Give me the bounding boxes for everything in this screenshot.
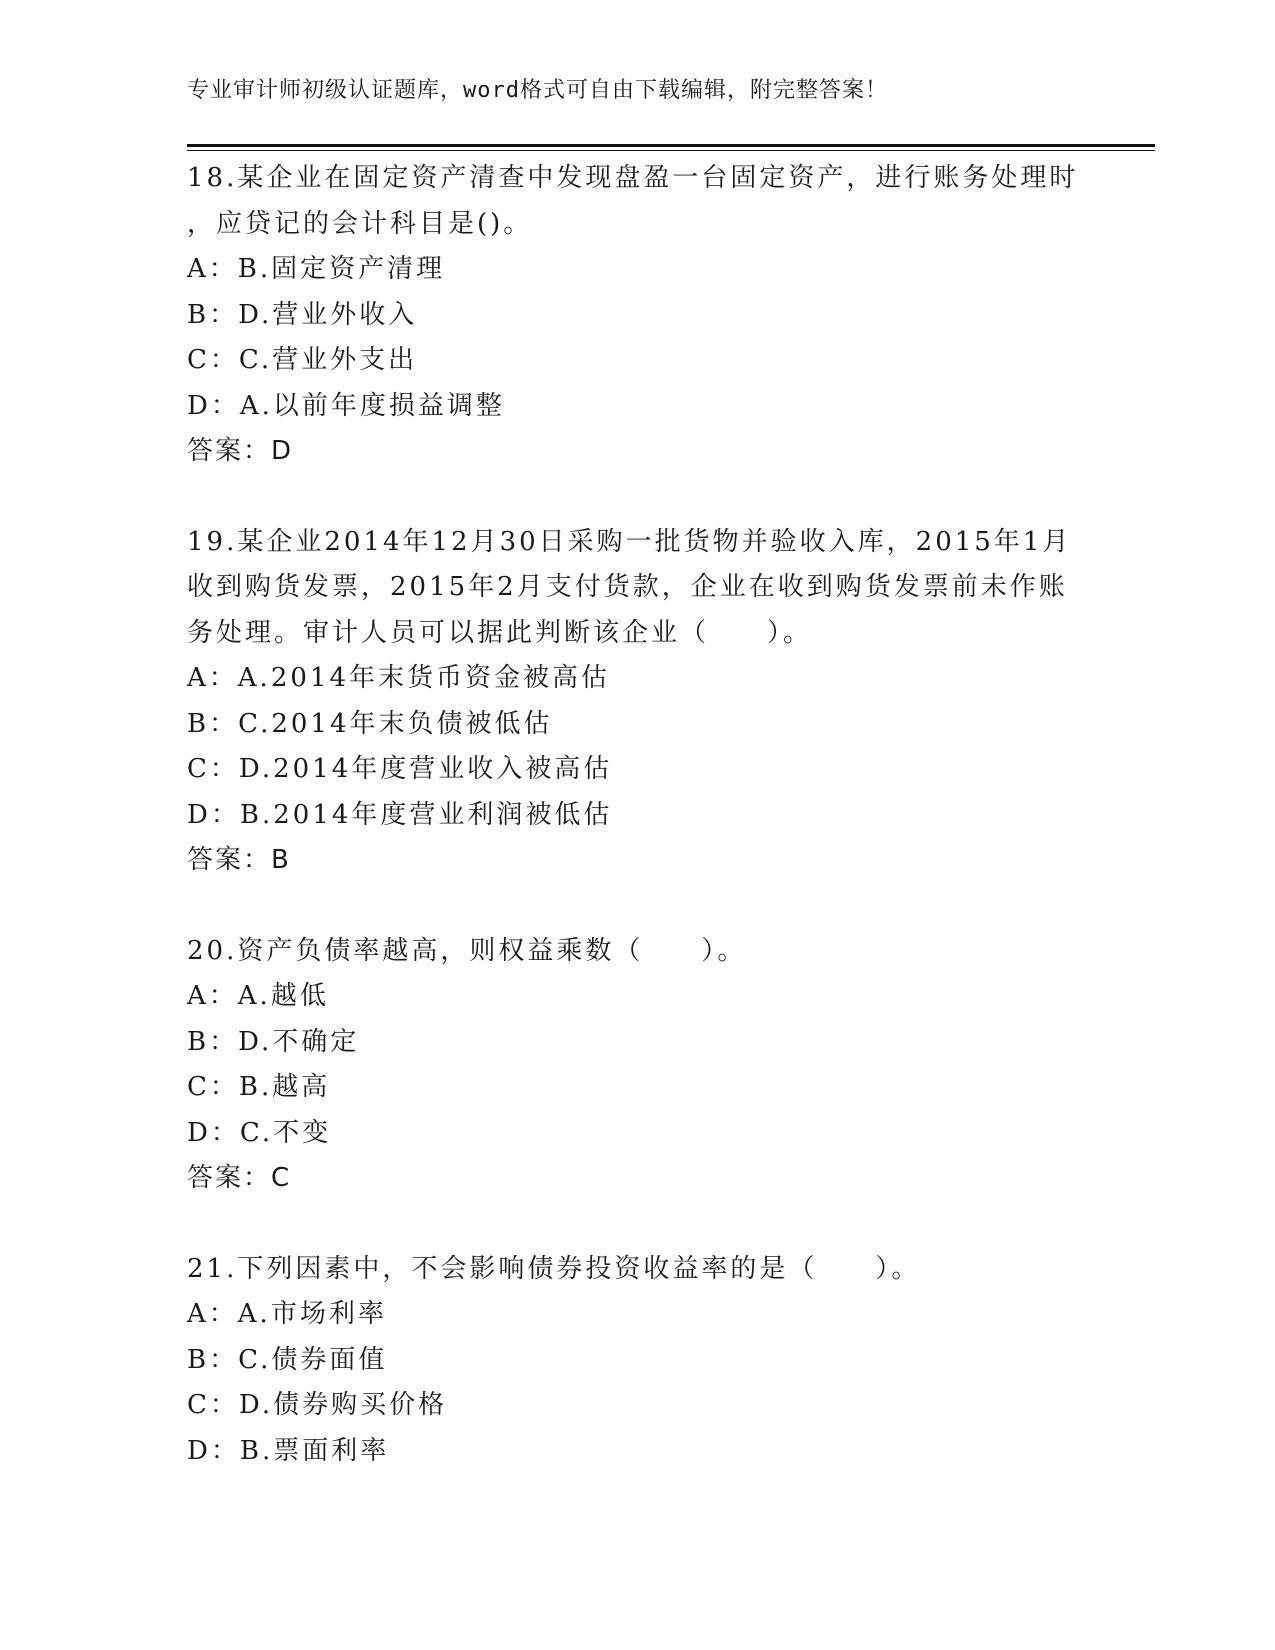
question-list [187,156,1087,1519]
question-20 [187,929,1087,1202]
option-b: B：D.营业外收入 [187,299,418,330]
header-rule-thick [187,144,1155,147]
page-header: 专业审计师初级认证题库，word格式可自由下载编辑，附完整答案！ [187,78,888,103]
option-a: A：A.市场利率 [187,1299,387,1329]
question-stem-line: ，应贷记的会计科目是()。 [187,208,533,239]
option-b: B：D.不确定 [187,1026,360,1057]
option-a: A：A.2014年末货币资金被高估 [187,663,610,693]
option-c: C：C.营业外支出 [187,345,418,375]
option-d: D：A.以前年度损益调整 [187,390,505,421]
question-stem-line: 务处理。审计人员可以据此判断该企业（ ）。 [187,617,813,648]
question-stem-line: 20.资产负债率越高，则权益乘数（ ）。 [187,935,747,966]
question-stem-line: 19.某企业2014年12月30日采购一批货物并验收入库，2015年1月 [187,526,1072,557]
header-rule-thin [187,150,1155,151]
question-21 [187,1247,1087,1475]
question-stem-line: 18.某企业在固定资产清查中发现盘盈一台固定资产，进行账务处理时 [187,163,1079,193]
option-c: C：D.债券购买价格 [187,1390,448,1420]
question-stem-line: 21.下列因素中，不会影响债券投资收益率的是（ ）。 [187,1253,921,1284]
option-b: B：C.2014年末负债被低估 [187,708,553,739]
question-18 [187,156,1087,475]
question-stem-line: 收到购货发票，2015年2月支付货款，企业在收到购货发票前未作账 [187,572,1068,602]
question-19 [187,520,1087,884]
option-c: C：B.越高 [187,1072,331,1102]
option-c: C：D.2014年度营业收入被高估 [187,754,613,784]
option-a: A：B.固定资产清理 [187,254,446,284]
answer-line: 答案：B [187,845,291,875]
option-d: D：B.票面利率 [187,1435,390,1466]
answer-line: 答案：D [187,436,294,466]
option-d: D：C.不变 [187,1117,332,1148]
option-d: D：B.2014年度营业利润被低估 [187,799,613,830]
option-a: A：A.越低 [187,981,329,1011]
answer-line: 答案：C [187,1163,292,1193]
option-b: B：C.债券面值 [187,1344,388,1375]
